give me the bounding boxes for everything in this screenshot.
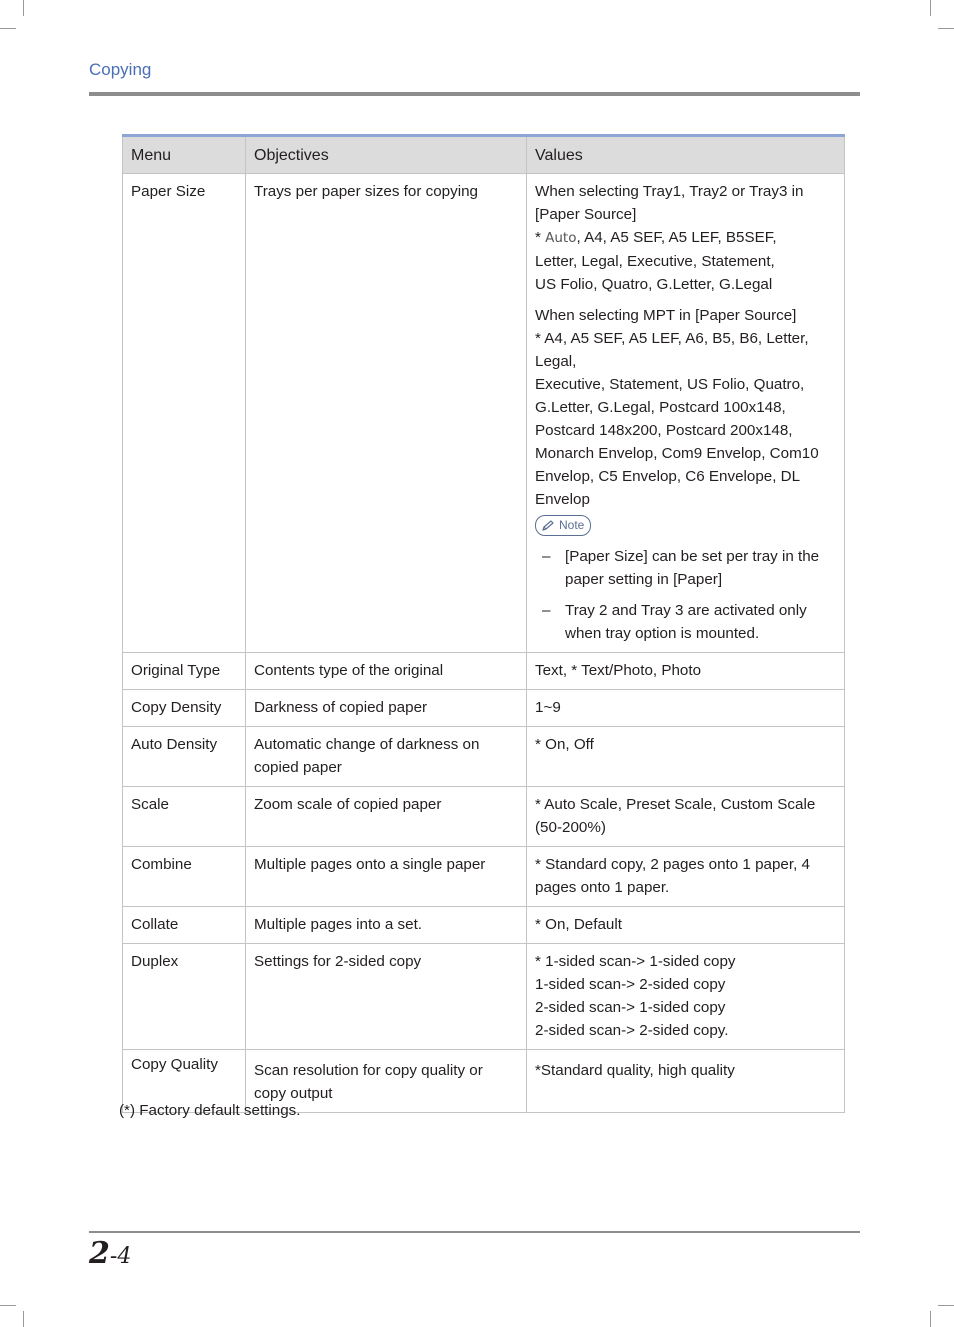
values-cell: * On, Default xyxy=(527,906,845,943)
table-row xyxy=(123,174,845,653)
column-header-objectives: Objectives xyxy=(246,136,527,174)
section-title: Copying xyxy=(89,60,152,79)
crop-mark xyxy=(938,28,954,29)
table-row xyxy=(123,943,845,1049)
objective-cell: Multiple pages onto a single paper xyxy=(246,846,527,906)
duplex-option: 2-sided scan-> 2-sided copy. xyxy=(535,1021,729,1039)
note-item xyxy=(535,599,836,645)
column-header-menu: Menu xyxy=(123,136,246,174)
menu-cell: Copy Density xyxy=(123,689,246,726)
values-cell xyxy=(527,174,845,653)
header-rule xyxy=(89,92,860,96)
page-separator: - xyxy=(109,1244,118,1269)
values-label: *Standard quality, high quality xyxy=(535,1061,735,1079)
objective-label: Scan resolution for copy quality or copy output xyxy=(254,1061,483,1102)
note-text: [Paper Size] can be set per tray in the paper setting in [Paper] xyxy=(565,547,820,588)
table-row xyxy=(123,846,845,906)
menu-label: Copy Quality xyxy=(131,1055,218,1073)
tray-values-line: US Folio, Quatro, G.Letter, G.Legal xyxy=(535,276,773,293)
note-list xyxy=(535,545,836,645)
objective-cell: Automatic change of darkness on copied paper xyxy=(246,726,527,786)
crop-mark xyxy=(23,0,24,16)
mpt-values-line: Executive, Statement, US Folio, Quatro, G.Letter, G.Legal, Postcard 100x148, Postcard 148x200, Postcard 200x148, Monarch Envelop, Com9 Envelop, Com10 Envelop, C5 Envelop, C6 Envelope, DL Envelop xyxy=(535,376,819,508)
crop-mark xyxy=(0,1305,16,1306)
page-index: 4 xyxy=(117,1244,132,1269)
duplex-option: * 1-sided scan-> 1-sided copy xyxy=(535,952,736,970)
mpt-values-heading: When selecting MPT in [Paper Source] xyxy=(535,307,797,324)
values-cell xyxy=(527,943,845,1049)
crop-mark xyxy=(930,1311,931,1327)
objective-cell: Zoom scale of copied paper xyxy=(246,786,527,846)
crop-mark xyxy=(938,1305,954,1306)
tray-values-block xyxy=(535,180,836,296)
tray-values-line xyxy=(535,226,836,250)
crop-mark xyxy=(930,0,931,16)
pencil-icon xyxy=(541,520,555,532)
note-dash: – xyxy=(542,601,551,619)
column-header-values: Values xyxy=(527,136,845,174)
values-cell: * Standard copy, 2 pages onto 1 paper, 4 pages onto 1 paper. xyxy=(527,846,845,906)
mpt-values-block xyxy=(535,304,836,511)
copy-menu-table xyxy=(122,134,845,1113)
crop-mark xyxy=(0,28,16,29)
note-dash: – xyxy=(542,547,551,565)
objective-cell: Trays per paper sizes for copying xyxy=(246,174,527,653)
table-row xyxy=(123,726,845,786)
note-text: Tray 2 and Tray 3 are activated only when tray option is mounted. xyxy=(565,601,807,642)
values-cell: 1~9 xyxy=(527,689,845,726)
values-cell xyxy=(527,1049,845,1112)
menu-cell: Combine xyxy=(123,846,246,906)
chapter-number: 2 xyxy=(89,1236,110,1271)
auto-value: Auto xyxy=(545,230,577,246)
mpt-values-line: * A4, A5 SEF, A5 LEF, A6, B5, B6, Letter, Legal, xyxy=(535,330,809,370)
note-badge xyxy=(535,515,591,536)
footnote: (*) Factory default settings. xyxy=(119,1102,301,1119)
objective-cell: Multiple pages into a set. xyxy=(246,906,527,943)
objective-cell: Darkness of copied paper xyxy=(246,689,527,726)
default-marker: * xyxy=(535,229,546,246)
values-cell: * On, Off xyxy=(527,726,845,786)
objective-cell: Contents type of the original xyxy=(246,652,527,689)
menu-cell: Duplex xyxy=(123,943,246,1049)
menu-cell: Collate xyxy=(123,906,246,943)
tray-values-heading: When selecting Tray1, Tray2 or Tray3 in [Paper Source] xyxy=(535,183,804,223)
objective-cell: Settings for 2-sided copy xyxy=(246,943,527,1049)
duplex-option: 2-sided scan-> 1-sided copy xyxy=(535,998,726,1016)
values-cell: Text, * Text/Photo, Photo xyxy=(527,652,845,689)
table-row xyxy=(123,906,845,943)
table-row xyxy=(123,689,845,726)
tray-values-text: , A4, A5 SEF, A5 LEF, B5SEF, xyxy=(576,229,777,246)
table-row xyxy=(123,786,845,846)
page-number xyxy=(89,1236,131,1271)
tray-values-line: Letter, Legal, Executive, Statement, xyxy=(535,253,775,270)
menu-cell: Original Type xyxy=(123,652,246,689)
menu-cell: Paper Size xyxy=(123,174,246,653)
duplex-option: 1-sided scan-> 2-sided copy xyxy=(535,975,726,993)
table-row xyxy=(123,652,845,689)
table-header-row xyxy=(123,136,845,174)
note-label: Note xyxy=(559,518,585,532)
footer-rule xyxy=(89,1231,860,1233)
menu-cell: Auto Density xyxy=(123,726,246,786)
values-cell: * Auto Scale, Preset Scale, Custom Scale (50-200%) xyxy=(527,786,845,846)
crop-mark xyxy=(23,1311,24,1327)
menu-cell: Scale xyxy=(123,786,246,846)
note-item xyxy=(535,545,836,591)
